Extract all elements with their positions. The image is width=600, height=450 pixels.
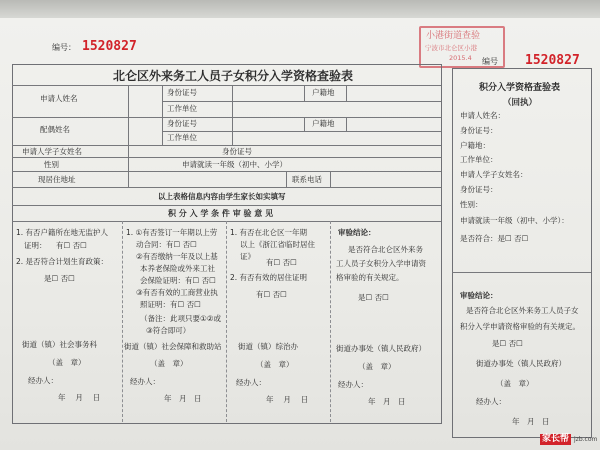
row-line xyxy=(12,187,441,188)
review-stamp xyxy=(419,26,505,68)
c4-seal: （盖 章） xyxy=(358,362,396,371)
paper-top-edge xyxy=(0,0,600,18)
c1-signer: 经办人： xyxy=(28,376,58,385)
c2-item2: ②有否缴纳一年及以上基 xyxy=(136,252,218,261)
receipt-seal: （盖 章） xyxy=(496,379,534,388)
fill-note: 以上表格信息内容由学生家长如实填写 xyxy=(158,192,286,201)
c1-item1: 1. 有否户籍所在地无监护人 xyxy=(16,228,109,237)
row-line xyxy=(12,171,441,172)
receipt-field-5: 身份证号： xyxy=(460,185,498,194)
col-separator xyxy=(330,221,331,422)
row-line xyxy=(12,85,441,86)
receipt-field-0: 申请人姓名： xyxy=(460,111,505,120)
main-title: 北仑区外来务工人员子女积分入学资格查验表 xyxy=(113,69,354,83)
col-line xyxy=(346,85,347,101)
c2-item2c[interactable]: 会保险证明：有☐ 否☐ xyxy=(140,276,216,285)
c3-item1: 1. 有否在北仑区一年期 xyxy=(230,228,308,237)
c4-line2: 工人员子女积分入学申请资 xyxy=(336,259,426,268)
label-address: 现居住地址 xyxy=(38,175,76,184)
label-gender: 性别 xyxy=(44,160,59,169)
row-line xyxy=(12,205,441,206)
receipt-subtitle: （回执） xyxy=(503,98,538,108)
c3-signer: 经办人： xyxy=(236,378,266,387)
c3-unit: 街道（镇）综治办 xyxy=(238,342,298,351)
c4-date: 年 月 日 xyxy=(368,397,406,406)
label-child-name: 申请人学子女姓名 xyxy=(22,147,82,156)
serial-label-left: 编号： xyxy=(52,43,76,52)
row-line xyxy=(162,101,441,102)
col-separator xyxy=(122,221,123,422)
c1-unit: 街道（镇）社会事务科 xyxy=(22,340,97,349)
c2-item2b: 本养老保险或外来工社 xyxy=(140,264,215,273)
watermark-brand: 家长帮 xyxy=(542,434,570,444)
receipt-signer: 经办人： xyxy=(476,397,506,406)
label-grade-apply: 申请就读一年级（初中、小学） xyxy=(182,160,287,169)
c2-signer: 经办人： xyxy=(130,377,160,386)
receipt-review-heading: 审验结论： xyxy=(460,291,498,300)
c4-line1: 是否符合北仑区外来务 xyxy=(348,245,423,254)
receipt-review-choice[interactable]: 是☐ 否☐ xyxy=(492,339,523,348)
c1-item2: 2. 是否符合计划生育政策： xyxy=(16,257,109,266)
label-workunit-2: 工作单位 xyxy=(167,133,197,142)
label-applicant-name: 申请人姓名 xyxy=(40,94,78,103)
receipt-field-4: 申请人学子女姓名： xyxy=(460,170,528,179)
section-title: 积 分 入 学 条 件 审 验 意 见 xyxy=(168,209,274,218)
c2-item1: 1. ①有否签订一年期以上劳 xyxy=(126,228,218,237)
label-spouse-name: 配偶姓名 xyxy=(40,125,70,134)
receipt-review1: 是否符合北仑区外来务工人员子女 xyxy=(466,306,579,315)
receipt-field-1: 身份证号： xyxy=(460,126,498,135)
c2-date: 年 月 日 xyxy=(164,394,202,403)
col-line xyxy=(128,85,129,187)
col-line xyxy=(232,85,233,145)
label-phone: 联系电话 xyxy=(292,175,322,184)
receipt-field-7: 申请就读一年级（初中、小学）： xyxy=(460,216,569,225)
c1-seal: （盖 章） xyxy=(48,358,86,367)
serial-number-left: 1520827 xyxy=(82,39,137,54)
col-line xyxy=(304,85,305,101)
c3-item2: 2. 有否有效的居住证明 xyxy=(230,273,308,282)
c4-signer: 经办人： xyxy=(338,380,368,389)
receipt-unit: 街道办事处（镇人民政府） xyxy=(476,359,566,368)
receipt-review2: 积分入学申请资格审验的有关规定。 xyxy=(460,322,580,331)
receipt-divider xyxy=(452,272,591,273)
row-line xyxy=(12,157,441,158)
c2-item1b[interactable]: 动合同：有☐ 否☐ xyxy=(136,240,197,249)
col-line xyxy=(346,117,347,131)
c2-item3b[interactable]: 照证明：有☐ 否☐ xyxy=(140,300,201,309)
c1-item1b: 证明： xyxy=(24,241,47,250)
c4-heading: 审验结论： xyxy=(338,228,376,237)
c1-item1-choice[interactable]: 有☐ 否☐ xyxy=(56,241,87,250)
label-hukou-2: 户籍地 xyxy=(312,119,335,128)
c3-date: 年 月 日 xyxy=(266,395,309,404)
label-id-2: 身份证号 xyxy=(167,119,197,128)
c2-seal: （盖 章） xyxy=(150,359,188,368)
col-line xyxy=(304,117,305,131)
receipt-title: 积分入学资格查验表 xyxy=(479,83,561,93)
stamp-line1: 小港街道查验 xyxy=(426,31,481,41)
receipt-field-2: 户籍地： xyxy=(460,141,490,150)
c4-unit: 街道办事处（镇人民政府） xyxy=(336,344,426,353)
row-line xyxy=(12,145,441,146)
label-workunit-1: 工作单位 xyxy=(167,104,197,113)
stamp-line3: 2015.4 xyxy=(449,54,472,62)
row-line xyxy=(12,117,441,118)
c3-item2-choice[interactable]: 有☐ 否☐ xyxy=(256,290,287,299)
col-line xyxy=(162,85,163,145)
site-watermark xyxy=(538,432,598,448)
c4-line3: 格审验的有关规定。 xyxy=(336,273,404,282)
receipt-field-3: 工作单位： xyxy=(460,155,498,164)
c1-item2-choice[interactable]: 是☐ 否☐ xyxy=(44,274,75,283)
serial-number-right: 1520827 xyxy=(525,53,580,68)
c2-note2: ③符合即可） xyxy=(146,326,191,335)
c3-item1-choice[interactable]: 有☐ 否☐ xyxy=(266,258,297,267)
c3-seal: （盖 章） xyxy=(256,360,294,369)
receipt-date: 年 月 日 xyxy=(512,417,550,426)
serial-label-right: 编号 xyxy=(482,57,498,66)
row-line xyxy=(162,131,441,132)
c3-item1c: 证》 xyxy=(240,252,255,261)
c4-choice[interactable]: 是☐ 否☐ xyxy=(358,293,389,302)
col-line xyxy=(286,171,287,187)
c1-date: 年 月 日 xyxy=(58,393,101,402)
c2-note1: （备注：此项只要①②或 xyxy=(140,314,221,323)
label-hukou-1: 户籍地 xyxy=(312,88,335,97)
col-separator xyxy=(226,221,227,422)
watermark-domain: jzb.com xyxy=(574,436,598,443)
c3-item1b: 以上《浙江省临时居住 xyxy=(240,240,315,249)
label-id-1: 身份证号 xyxy=(167,88,197,97)
c2-unit: 街道（镇）社会保障和救助站 xyxy=(124,342,222,351)
receipt-field-8: 是否符合：是☐ 否☐ xyxy=(460,234,529,243)
c2-item3: ③有否有效的工商营业执 xyxy=(136,288,218,297)
col-line xyxy=(330,171,331,187)
label-id-3: 身份证号 xyxy=(222,147,252,156)
receipt-field-6: 性别： xyxy=(460,200,483,209)
stamp-line2: 宁波市北仑区小港 xyxy=(425,44,477,52)
